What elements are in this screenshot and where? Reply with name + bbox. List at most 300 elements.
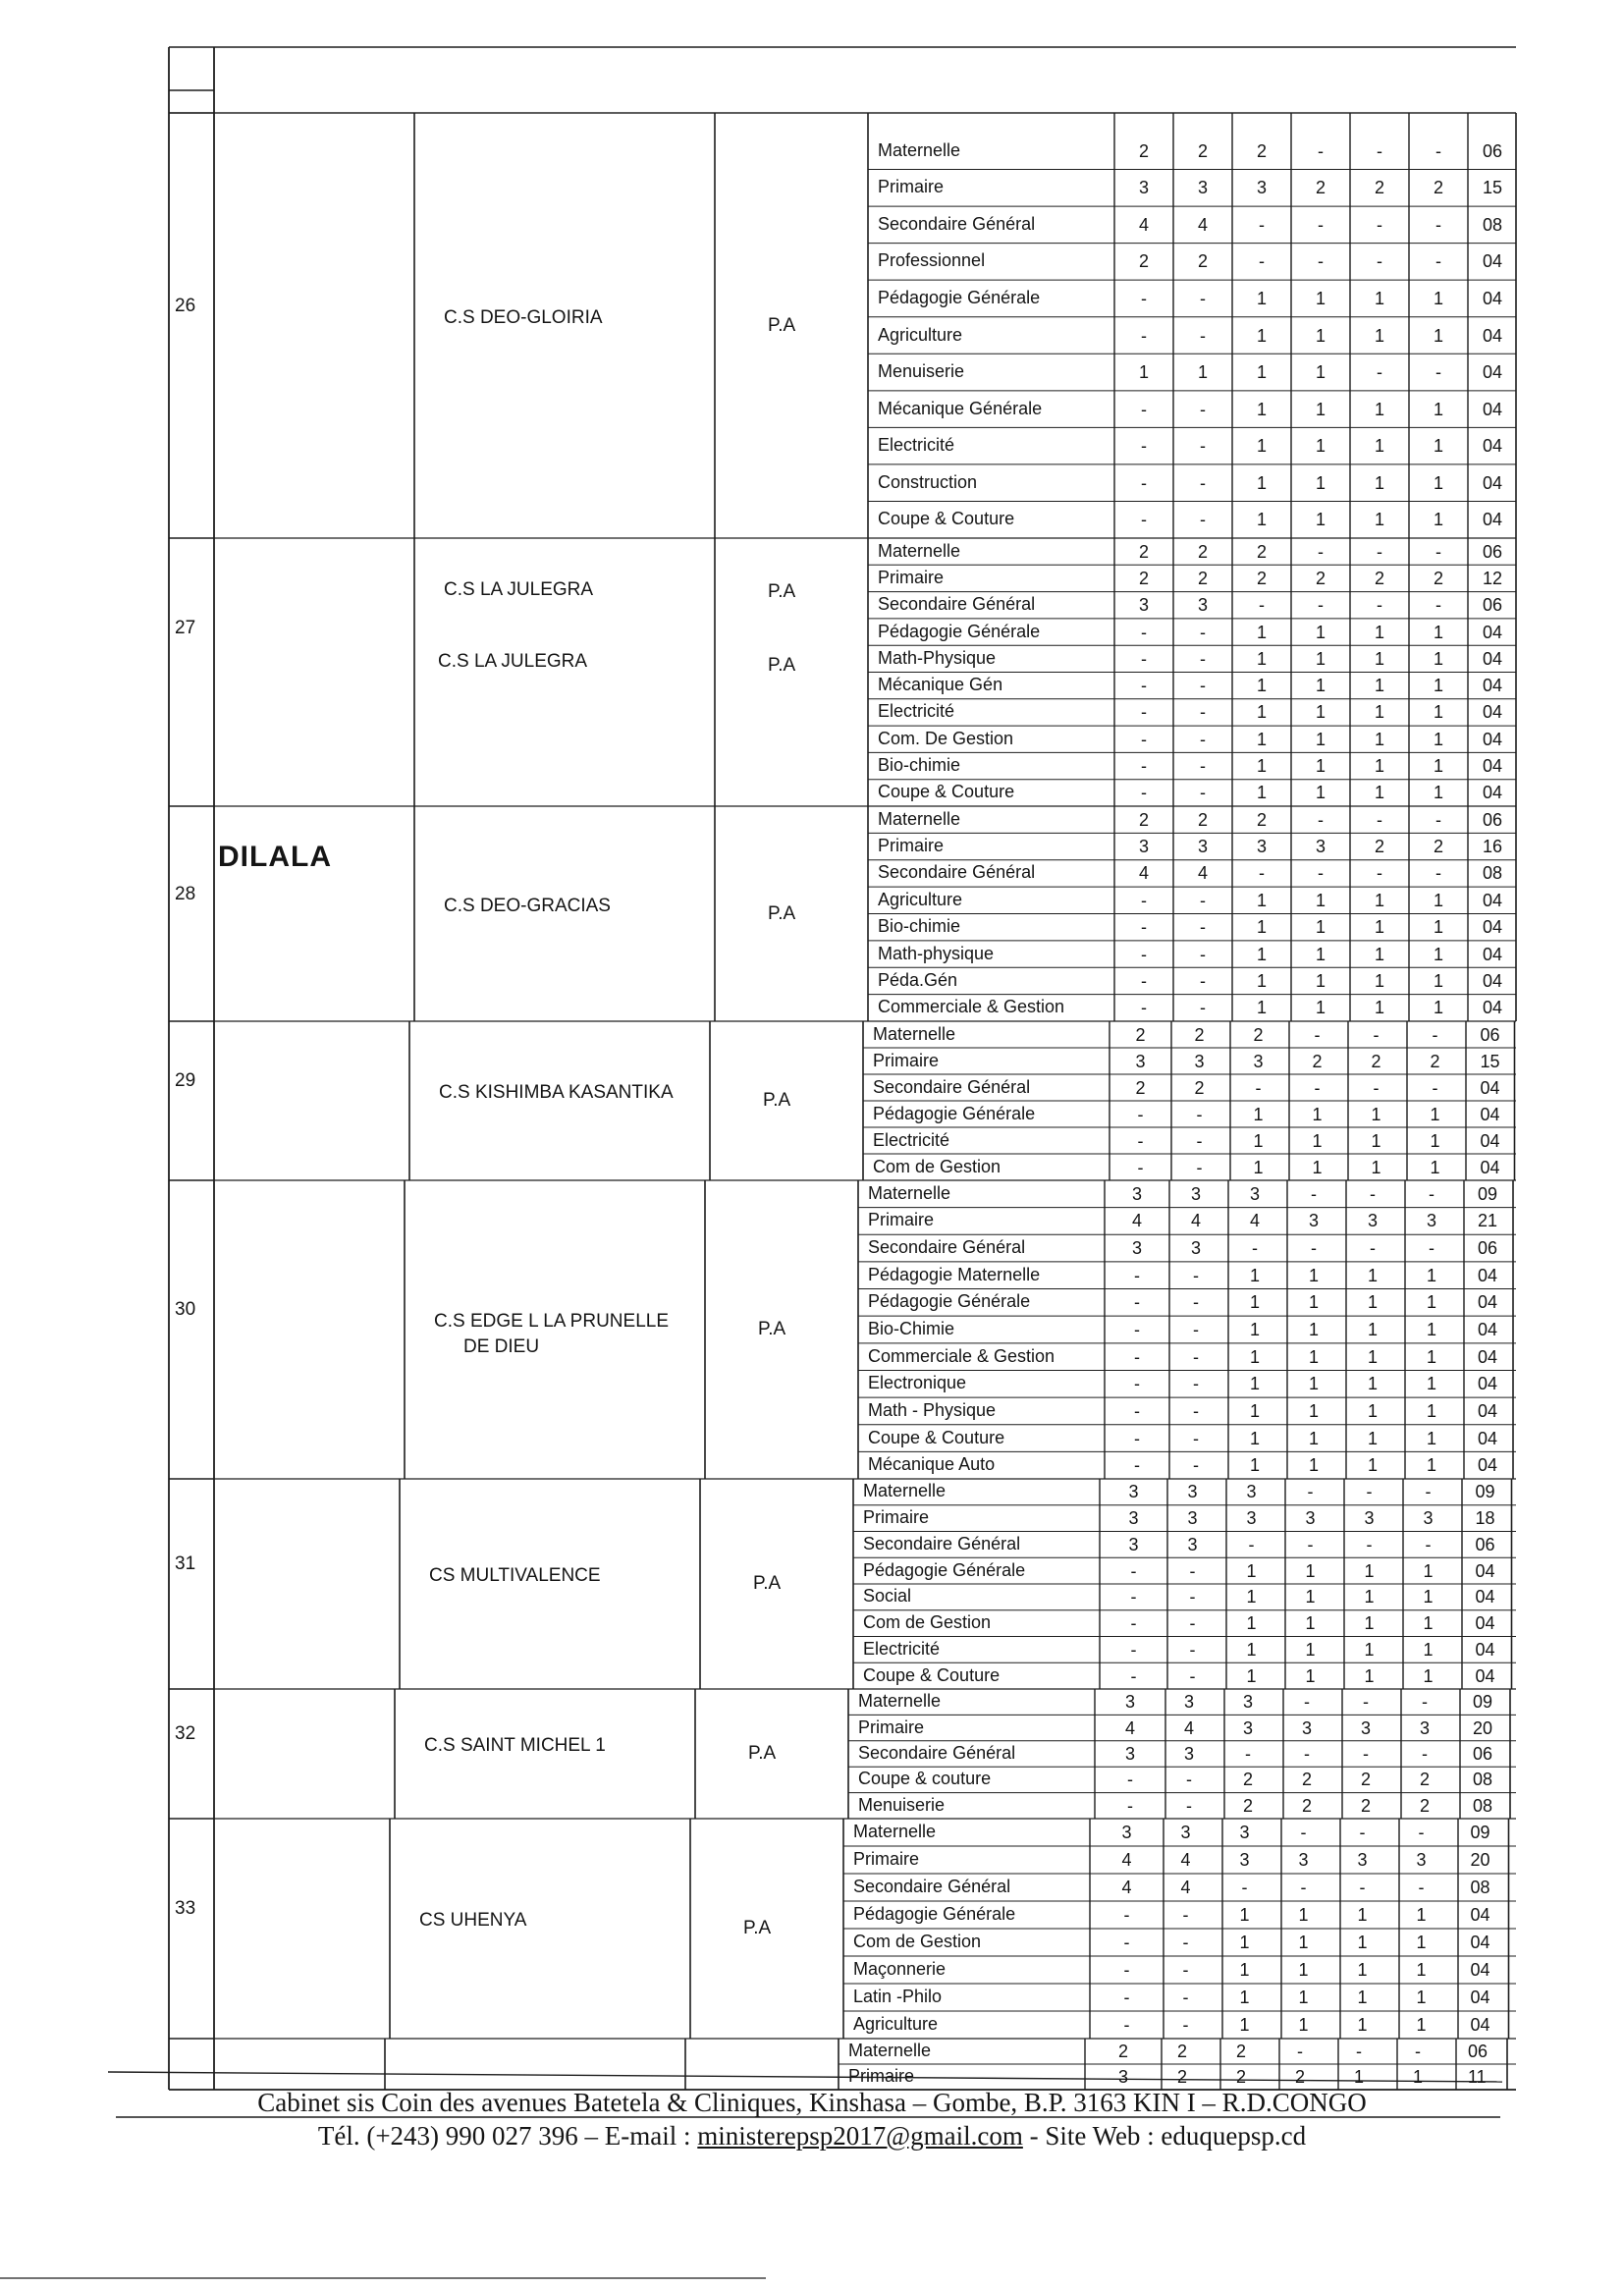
grade-count: -: [1307, 1534, 1314, 1554]
grade-count: -: [1193, 1320, 1199, 1339]
grade-count: 1: [1253, 1130, 1264, 1151]
grade-count: -: [1130, 1639, 1137, 1660]
grade-count: -: [1435, 362, 1441, 383]
section-total: 08: [1473, 1795, 1493, 1816]
school-regime: P.A: [758, 1319, 786, 1339]
grade-count: -: [1141, 472, 1147, 493]
grade-count: -: [1435, 214, 1441, 235]
section-total: 08: [1483, 214, 1503, 235]
grade-count: 1: [1433, 756, 1443, 777]
section-label: Pédagogie Générale: [878, 621, 1041, 641]
grade-count: 1: [1312, 1157, 1323, 1177]
section-total: 04: [1478, 1455, 1498, 1476]
grade-count: 3: [1256, 837, 1267, 857]
grade-count: -: [1307, 1482, 1314, 1502]
section-total: 12: [1483, 568, 1503, 588]
section-label: Primaire: [853, 1849, 920, 1869]
section-total: 16: [1483, 837, 1503, 857]
grade-count: -: [1134, 1265, 1140, 1285]
grade-count: -: [1429, 1183, 1435, 1204]
grade-count: 2: [1235, 2042, 1246, 2061]
section-total: 09: [1478, 1183, 1498, 1204]
grade-count: 2: [1256, 140, 1267, 161]
grade-count: -: [1422, 1744, 1428, 1764]
grade-count: -: [1141, 288, 1147, 308]
section-total: 04: [1483, 648, 1503, 669]
grade-count: 3: [1426, 1211, 1436, 1231]
grade-count: 1: [1315, 998, 1326, 1018]
grade-count: 1: [1305, 1639, 1316, 1660]
grade-count: 2: [1419, 1795, 1430, 1816]
grade-count: 2: [1374, 837, 1384, 857]
grade-count: -: [1373, 1024, 1380, 1045]
grade-count: -: [1435, 541, 1441, 562]
grade-count: 1: [1433, 944, 1443, 964]
grade-count: 4: [1121, 1878, 1132, 1897]
grade-count: -: [1186, 1770, 1192, 1790]
school-regime: P.A: [748, 1743, 777, 1764]
grade-count: 1: [1374, 729, 1384, 749]
school-number: 30: [175, 1299, 196, 1320]
grade-count: 1: [1249, 1320, 1260, 1339]
grade-count: 2: [1194, 1024, 1205, 1045]
grade-count: 1: [1256, 702, 1267, 723]
grade-count: -: [1123, 1933, 1130, 1952]
grade-count: -: [1182, 1988, 1189, 2007]
grade-count: 1: [1305, 1560, 1316, 1581]
grade-count: -: [1377, 863, 1382, 884]
section-label: Primaire: [878, 567, 945, 587]
grade-count: 2: [1138, 809, 1149, 830]
grade-count: 3: [1298, 1850, 1309, 1870]
grade-count: -: [1418, 1878, 1425, 1897]
section-label: Secondaire Général: [878, 862, 1036, 883]
grade-count: -: [1377, 595, 1382, 616]
grade-count: -: [1134, 1400, 1140, 1421]
grade-count: 1: [1249, 1346, 1260, 1367]
grade-count: 1: [1367, 1265, 1378, 1285]
section-label: Maternelle: [873, 1023, 956, 1044]
grade-count: 1: [1433, 472, 1443, 493]
grade-count: 3: [1308, 1211, 1319, 1231]
section-label: Primaire: [878, 836, 945, 856]
school-name: C.S KISHIMBA KASANTIKA: [439, 1082, 674, 1103]
section-total: 06: [1483, 595, 1503, 616]
grade-count: 2: [1433, 568, 1443, 588]
grade-count: -: [1182, 2015, 1189, 2035]
grade-count: 2: [1138, 568, 1149, 588]
grade-count: -: [1130, 1587, 1137, 1607]
section-label: Latin -Philo: [853, 1987, 943, 2006]
section-total: 04: [1480, 1077, 1500, 1098]
section-label: Menuiserie: [878, 361, 965, 382]
section-total: 08: [1473, 1770, 1493, 1790]
grade-count: 1: [1298, 1988, 1309, 2007]
grade-count: -: [1186, 1795, 1192, 1816]
section-label: Social: [863, 1586, 912, 1607]
school-regime: P.A: [768, 581, 796, 602]
grade-count: 1: [1298, 2015, 1309, 2035]
school-name: C.S EDGE L LA PRUNELLE: [434, 1311, 670, 1332]
grade-count: -: [1418, 1823, 1425, 1842]
grade-count: 1: [1371, 1157, 1381, 1177]
grade-count: -: [1370, 1183, 1376, 1204]
grade-count: -: [1193, 1292, 1199, 1313]
grade-count: 3: [1239, 1850, 1250, 1870]
grade-count: 1: [1308, 1265, 1319, 1285]
grade-count: -: [1193, 1455, 1199, 1476]
grade-count: -: [1252, 1238, 1258, 1259]
section-total: 04: [1480, 1130, 1500, 1151]
section-total: 08: [1483, 863, 1503, 884]
grade-count: 3: [1197, 178, 1208, 198]
school-name-line2: DE DIEU: [463, 1336, 540, 1357]
section-label: Commerciale & Gestion: [878, 997, 1065, 1017]
grade-count: 2: [1360, 1770, 1371, 1790]
grade-count: 3: [1183, 1744, 1194, 1764]
grade-count: 1: [1367, 1400, 1378, 1421]
grade-count: 3: [1239, 1823, 1250, 1842]
grade-count: 1: [1315, 325, 1326, 346]
grade-count: 1: [1256, 998, 1267, 1018]
grade-count: -: [1241, 1878, 1248, 1897]
grade-count: 2: [1235, 2067, 1246, 2087]
section-label: Pédagogie Générale: [853, 1904, 1016, 1924]
grade-count: 1: [1256, 510, 1267, 530]
section-label: Com de Gestion: [873, 1156, 1001, 1176]
school-number: 28: [175, 883, 196, 904]
grade-count: 1: [1374, 399, 1384, 419]
section-total: 04: [1470, 1988, 1490, 2007]
grade-count: 1: [1374, 970, 1384, 991]
grade-count: 1: [1253, 1157, 1264, 1177]
grade-count: -: [1200, 648, 1206, 669]
section-total: 04: [1483, 510, 1503, 530]
section-total: 06: [1475, 1534, 1495, 1554]
grade-count: -: [1311, 1183, 1317, 1204]
grade-count: 4: [1183, 1717, 1194, 1738]
section-total: 04: [1483, 288, 1503, 308]
section-label: Electricité: [873, 1129, 950, 1150]
grade-count: 2: [1371, 1051, 1381, 1071]
grade-count: 2: [1197, 809, 1208, 830]
grade-count: 2: [1138, 251, 1149, 272]
grade-count: -: [1200, 756, 1206, 777]
grade-count: 2: [1301, 1795, 1312, 1816]
grade-count: -: [1141, 436, 1147, 457]
grade-count: -: [1193, 1265, 1199, 1285]
grade-count: 1: [1423, 1665, 1434, 1686]
grade-count: 3: [1124, 1692, 1135, 1713]
grade-count: -: [1259, 251, 1265, 272]
grade-count: 3: [1121, 1823, 1132, 1842]
grade-count: -: [1141, 648, 1147, 669]
section-total: 04: [1470, 1905, 1490, 1925]
section-label: Pédagogie Générale: [868, 1291, 1031, 1312]
grade-count: 1: [1364, 1587, 1375, 1607]
grade-count: 2: [1135, 1024, 1146, 1045]
grade-count: -: [1370, 1238, 1376, 1259]
grade-count: 1: [1246, 1665, 1257, 1686]
grade-count: 3: [1128, 1482, 1139, 1502]
grade-count: 3: [1131, 1238, 1142, 1259]
grade-count: 3: [1357, 1850, 1368, 1870]
grade-count: 1: [1256, 729, 1267, 749]
grade-count: -: [1189, 1613, 1196, 1634]
section-label: Menuiserie: [858, 1794, 946, 1815]
grade-count: -: [1193, 1374, 1199, 1394]
grade-count: 3: [1190, 1238, 1201, 1259]
grade-count: 1: [1239, 1905, 1250, 1925]
grade-count: -: [1435, 140, 1441, 161]
school-regime: P.A: [763, 1090, 791, 1111]
section-label: Maternelle: [863, 1481, 947, 1501]
grade-count: -: [1377, 541, 1382, 562]
school-name: CS MULTIVALENCE: [429, 1565, 601, 1586]
section-total: 04: [1483, 890, 1503, 910]
grade-count: -: [1259, 214, 1265, 235]
section-total: 04: [1480, 1104, 1500, 1124]
grade-count: 1: [1308, 1374, 1319, 1394]
grade-count: -: [1200, 998, 1206, 1018]
section-label: Primaire: [863, 1507, 930, 1528]
grade-count: 3: [1128, 1508, 1139, 1529]
grade-count: 1: [1315, 756, 1326, 777]
grade-count: -: [1137, 1130, 1144, 1151]
province-name: DILALA: [218, 841, 332, 873]
grade-count: 1: [1315, 917, 1326, 938]
section-total: 04: [1483, 917, 1503, 938]
school-name: C.S DEO-GLOIRIA: [444, 306, 603, 328]
grade-count: 1: [1426, 1455, 1436, 1476]
grade-count: 1: [1433, 622, 1443, 642]
grade-count: -: [1377, 809, 1382, 830]
grade-count: 1: [1426, 1265, 1436, 1285]
section-label: Maternelle: [853, 1822, 937, 1841]
grade-count: 1: [1433, 436, 1443, 457]
grade-count: 1: [1374, 998, 1384, 1018]
grade-count: 1: [1364, 1665, 1375, 1686]
grade-count: 1: [1256, 890, 1267, 910]
section-total: 04: [1483, 472, 1503, 493]
grade-count: 1: [1433, 783, 1443, 803]
grade-count: -: [1141, 917, 1147, 938]
section-total: 15: [1480, 1051, 1500, 1071]
grade-count: 2: [1360, 1795, 1371, 1816]
grade-count: -: [1141, 890, 1147, 910]
grade-count: 3: [1138, 595, 1149, 616]
section-total: 04: [1470, 1933, 1490, 1952]
grade-count: 1: [1433, 917, 1443, 938]
grade-count: 3: [1187, 1508, 1198, 1529]
grade-count: 4: [1197, 214, 1208, 235]
grade-count: -: [1200, 917, 1206, 938]
section-total: 04: [1475, 1665, 1495, 1686]
grade-count: 1: [1423, 1613, 1434, 1634]
grade-count: 1: [1357, 2015, 1368, 2035]
grade-count: 1: [1416, 1933, 1427, 1952]
grade-count: -: [1356, 2042, 1362, 2061]
grade-count: 1: [1433, 648, 1443, 669]
school-number: 27: [175, 618, 196, 638]
section-label: Maternelle: [878, 139, 961, 160]
grade-count: 2: [1176, 2042, 1187, 2061]
section-label: Com de Gestion: [863, 1612, 992, 1633]
grade-count: 1: [1246, 1587, 1257, 1607]
grade-count: 1: [1357, 1988, 1368, 2007]
footer-contact: [0, 2121, 1624, 2151]
school-name: C.S SAINT MICHEL 1: [424, 1735, 606, 1756]
grade-count: 1: [1308, 1428, 1319, 1448]
grade-count: 1: [1374, 944, 1384, 964]
grade-count: 1: [1308, 1292, 1319, 1313]
grade-count: -: [1141, 622, 1147, 642]
section-label: Math - Physique: [868, 1399, 997, 1420]
grade-count: -: [1435, 809, 1441, 830]
grade-count: 2: [1374, 568, 1384, 588]
grade-count: 2: [1312, 1051, 1323, 1071]
grade-count: -: [1304, 1692, 1310, 1713]
section-total: 04: [1470, 2015, 1490, 2035]
grade-count: -: [1318, 863, 1324, 884]
grade-count: 1: [1423, 1560, 1434, 1581]
school-regime: P.A: [768, 902, 796, 924]
section-label: Maternelle: [878, 540, 961, 561]
section-total: 04: [1483, 756, 1503, 777]
section-total: 15: [1483, 178, 1503, 198]
grade-count: -: [1141, 702, 1147, 723]
grade-count: -: [1245, 1744, 1251, 1764]
grade-count: 1: [1246, 1560, 1257, 1581]
grade-count: 1: [1308, 1400, 1319, 1421]
section-total: 04: [1483, 783, 1503, 803]
grade-count: 1: [1426, 1400, 1436, 1421]
grade-count: 1: [1374, 622, 1384, 642]
section-label: Agriculture: [878, 324, 963, 345]
grade-count: 1: [1430, 1130, 1440, 1151]
footer-email-link[interactable]: ministerepsp2017@gmail.com: [697, 2121, 1023, 2151]
grade-count: -: [1429, 1238, 1435, 1259]
grade-count: 1: [1239, 1960, 1250, 1980]
section-total: 04: [1483, 362, 1503, 383]
grade-count: -: [1425, 1534, 1432, 1554]
grade-count: -: [1314, 1077, 1321, 1098]
grade-count: 3: [1315, 837, 1326, 857]
grade-count: 4: [1131, 1211, 1142, 1231]
section-total: 04: [1483, 325, 1503, 346]
grade-count: 1: [1315, 676, 1326, 696]
section-label: Primaire: [868, 1210, 935, 1230]
grade-count: -: [1200, 944, 1206, 964]
grade-count: 1: [1423, 1587, 1434, 1607]
grade-count: -: [1318, 140, 1324, 161]
school-number: 26: [175, 295, 196, 316]
section-label: Secondaire Général: [858, 1743, 1016, 1763]
section-total: 04: [1483, 622, 1503, 642]
section-label: Maçonnerie: [853, 1959, 947, 1979]
grade-count: 1: [1197, 362, 1208, 383]
grade-count: -: [1359, 1823, 1366, 1842]
grade-count: -: [1200, 510, 1206, 530]
grade-count: 3: [1138, 837, 1149, 857]
section-total: 20: [1470, 1850, 1490, 1870]
grade-count: 1: [1315, 288, 1326, 308]
grade-count: -: [1425, 1482, 1432, 1502]
grade-count: 1: [1315, 622, 1326, 642]
section-label: Coupe & couture: [858, 1769, 992, 1789]
grade-count: 1: [1416, 1960, 1427, 1980]
grade-count: -: [1130, 1613, 1137, 1634]
section-label: Coupe & Couture: [868, 1427, 1005, 1447]
grade-count: 1: [1433, 970, 1443, 991]
section-label: Secondaire Général: [863, 1533, 1021, 1553]
section-label: Bio-chimie: [878, 755, 961, 776]
grade-count: 1: [1315, 648, 1326, 669]
grade-count: 1: [1357, 1960, 1368, 1980]
grade-count: 4: [1138, 863, 1149, 884]
section-total: 04: [1483, 399, 1503, 419]
grade-count: -: [1435, 863, 1441, 884]
section-label: Pédagogie Générale: [878, 287, 1041, 307]
grade-count: 3: [1256, 178, 1267, 198]
school-regime: P.A: [768, 314, 796, 336]
section-label: Agriculture: [853, 2014, 939, 2034]
grade-count: -: [1141, 998, 1147, 1018]
grade-count: 1: [1256, 362, 1267, 383]
school-number: 31: [175, 1553, 196, 1574]
grade-count: 2: [1242, 1795, 1253, 1816]
grade-count: -: [1141, 729, 1147, 749]
grade-count: -: [1366, 1482, 1373, 1502]
grade-count: 1: [1430, 1104, 1440, 1124]
grade-count: 1: [1239, 2015, 1250, 2035]
grade-count: -: [1134, 1346, 1140, 1367]
grade-count: 1: [1256, 622, 1267, 642]
section-label: Commerciale & Gestion: [868, 1345, 1056, 1366]
grade-count: 1: [1249, 1292, 1260, 1313]
grade-count: -: [1255, 1077, 1262, 1098]
grade-count: 2: [1197, 251, 1208, 272]
grade-count: 2: [1194, 1077, 1205, 1098]
grade-count: -: [1123, 1988, 1130, 2007]
grade-count: 1: [1315, 510, 1326, 530]
grade-count: 1: [1426, 1320, 1436, 1339]
grade-count: 3: [1124, 1744, 1135, 1764]
grade-count: 1: [1367, 1320, 1378, 1339]
grade-count: 2: [1315, 178, 1326, 198]
grade-count: -: [1141, 399, 1147, 419]
grade-count: -: [1200, 472, 1206, 493]
grade-count: 1: [1426, 1346, 1436, 1367]
section-total: 11: [1468, 2067, 1487, 2087]
section-label: Maternelle: [858, 1691, 942, 1712]
section-total: 04: [1483, 702, 1503, 723]
grade-count: 1: [1315, 362, 1326, 383]
grade-count: -: [1127, 1770, 1133, 1790]
grade-count: 3: [1246, 1482, 1257, 1502]
section-label: Electricité: [878, 435, 955, 456]
grade-count: 1: [1239, 1933, 1250, 1952]
grade-count: 3: [1194, 1051, 1205, 1071]
section-total: 04: [1483, 251, 1503, 272]
section-label: Com. De Gestion: [878, 728, 1014, 748]
grade-count: -: [1415, 2042, 1421, 2061]
grade-count: 1: [1256, 756, 1267, 777]
grade-count: 2: [1430, 1051, 1440, 1071]
section-total: 04: [1483, 970, 1503, 991]
grade-count: -: [1200, 288, 1206, 308]
section-label: Bio-chimie: [878, 916, 961, 937]
